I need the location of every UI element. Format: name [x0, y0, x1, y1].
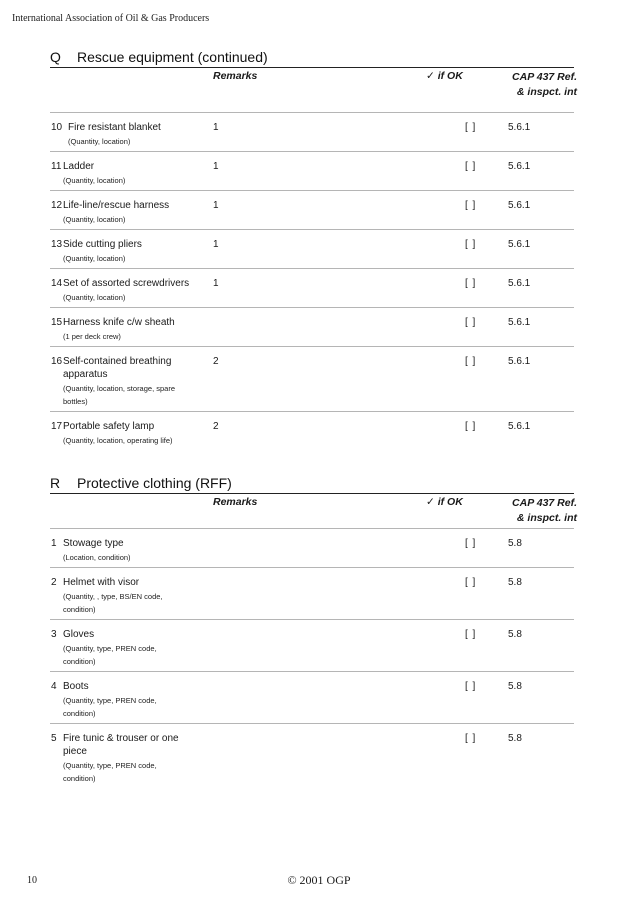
row-number: 4: [51, 681, 57, 692]
row-number: 5: [51, 733, 57, 744]
row-quantity: 1: [213, 161, 219, 172]
row-item: Harness knife c/w sheath: [63, 317, 175, 328]
row-cap-ref: 5.6.1: [508, 200, 531, 211]
row-item: Self-contained breathing apparatus: [63, 356, 172, 380]
row-quantity: 2: [213, 356, 219, 367]
row-item: Gloves: [63, 629, 95, 640]
row-item: Fire tunic & trouser or one piece: [63, 733, 179, 757]
row-description: [63, 680, 183, 720]
row-subtext: (Location, condition): [63, 553, 131, 562]
row-description: [63, 316, 203, 343]
row-subtext: (Quantity, location, storage, spare bottles): [63, 384, 176, 406]
row-checkbox[interactable]: [ ]: [465, 733, 477, 744]
table-row: [50, 411, 574, 452]
row-item: Ladder: [63, 161, 95, 172]
cap-ref-header-line2: & inspct. int: [516, 512, 577, 524]
section-q-heading: Rescue equipment (continued): [77, 49, 268, 65]
row-description: [63, 160, 203, 187]
row-checkbox[interactable]: [ ]: [465, 200, 477, 211]
row-subtext: (Quantity, , type, BS/EN code, condition): [63, 592, 163, 614]
row-checkbox[interactable]: [ ]: [465, 161, 477, 172]
table-row: [50, 151, 574, 190]
row-cap-ref: 5.8: [508, 733, 522, 744]
section-r-heading: Protective clothing (RFF): [77, 475, 232, 491]
page-number: 10: [27, 875, 37, 886]
row-quantity: 1: [213, 239, 219, 250]
section-r: [50, 474, 577, 788]
row-item: Side cutting pliers: [63, 239, 142, 250]
cap-ref-header-line1: CAP 437 Ref.: [512, 497, 577, 509]
row-description: [63, 732, 195, 785]
row-description: [63, 355, 201, 408]
row-description: [63, 420, 213, 447]
row-cap-ref: 5.8: [508, 577, 522, 588]
row-subtext: (Quantity, location): [68, 137, 131, 146]
remarks-header: Remarks: [213, 70, 258, 82]
row-subtext: (Quantity, type, PREN code, condition): [63, 696, 157, 718]
row-subtext: (Quantity, location): [63, 254, 126, 263]
row-cap-ref: 5.8: [508, 629, 522, 640]
if-ok-header: ✓ if OK: [426, 496, 463, 508]
section-r-column-headers: [50, 494, 577, 528]
row-cap-ref: 5.6.1: [508, 239, 531, 250]
row-checkbox[interactable]: [ ]: [465, 577, 477, 588]
section-q-title: [50, 48, 574, 66]
remarks-header: Remarks: [213, 496, 258, 508]
row-number: 13: [51, 239, 63, 250]
row-description: [63, 537, 203, 564]
if-ok-header: ✓ if OK: [426, 70, 463, 82]
row-description: [63, 238, 203, 265]
row-subtext: (Quantity, location, operating life): [63, 436, 173, 445]
table-row: [50, 528, 574, 567]
row-item: Set of assorted screwdrivers: [63, 278, 190, 289]
row-cap-ref: 5.8: [508, 681, 522, 692]
row-number: 10: [51, 122, 63, 133]
table-row: [50, 671, 574, 723]
section-r-letter: R: [50, 475, 61, 491]
row-number: 3: [51, 629, 57, 640]
row-cap-ref: 5.6.1: [508, 421, 531, 432]
row-item: Helmet with visor: [63, 577, 140, 588]
row-checkbox[interactable]: [ ]: [465, 278, 477, 289]
row-checkbox[interactable]: [ ]: [465, 681, 477, 692]
row-description: [63, 277, 213, 304]
row-number: 1: [51, 538, 57, 549]
row-cap-ref: 5.6.1: [508, 317, 531, 328]
row-subtext: (Quantity, type, PREN code, condition): [63, 761, 157, 783]
organization-header: International Association of Oil & Gas Producers: [12, 13, 210, 24]
row-subtext: (Quantity, location): [63, 293, 126, 302]
row-checkbox[interactable]: [ ]: [465, 421, 477, 432]
section-q: [50, 48, 577, 452]
cap-ref-header-line2: & inspct. int: [516, 86, 577, 98]
cap-ref-header: [497, 496, 577, 526]
row-quantity: 1: [213, 200, 219, 211]
row-quantity: 1: [213, 122, 219, 133]
row-checkbox[interactable]: [ ]: [465, 122, 477, 133]
row-cap-ref: 5.6.1: [508, 278, 531, 289]
row-number: 2: [51, 577, 57, 588]
row-description: [63, 576, 193, 616]
row-number: 15: [51, 317, 63, 328]
table-row: [50, 112, 574, 151]
row-number: 14: [51, 278, 63, 289]
row-subtext: (Quantity, location): [63, 215, 126, 224]
table-row: [50, 307, 574, 346]
table-row: [50, 567, 574, 619]
row-number: 17: [51, 421, 63, 432]
row-quantity: 2: [213, 421, 219, 432]
row-cap-ref: 5.8: [508, 538, 522, 549]
table-row: [50, 346, 574, 411]
row-subtext: (Quantity, type, PREN code, condition): [63, 644, 157, 666]
row-number: 16: [51, 356, 63, 367]
row-item: Fire resistant blanket: [68, 122, 161, 133]
row-item: Portable safety lamp: [63, 421, 155, 432]
row-cap-ref: 5.6.1: [508, 161, 531, 172]
section-q-column-headers: [50, 68, 577, 112]
row-item: Boots: [63, 681, 89, 692]
row-checkbox[interactable]: [ ]: [465, 356, 477, 367]
row-number: 12: [51, 200, 63, 211]
section-q-letter: Q: [50, 49, 61, 65]
row-number: 11: [51, 161, 62, 172]
cap-ref-header: [497, 70, 577, 100]
row-cap-ref: 5.6.1: [508, 122, 531, 133]
table-row: [50, 619, 574, 671]
row-quantity: 1: [213, 278, 219, 289]
row-checkbox[interactable]: [ ]: [465, 317, 477, 328]
table-row: [50, 268, 574, 307]
row-checkbox[interactable]: [ ]: [465, 629, 477, 640]
row-checkbox[interactable]: [ ]: [465, 538, 477, 549]
row-subtext: (1 per deck crew): [63, 332, 121, 341]
copyright: © 2001 OGP: [287, 873, 351, 887]
row-subtext: (Quantity, location): [63, 176, 126, 185]
table-row: [50, 190, 574, 229]
row-description: [63, 199, 203, 226]
row-item: Life-line/rescue harness: [63, 200, 170, 211]
row-item: Stowage type: [63, 538, 124, 549]
table-row: [50, 229, 574, 268]
row-checkbox[interactable]: [ ]: [465, 239, 477, 250]
table-row: [50, 723, 574, 788]
row-description: [68, 121, 208, 148]
section-r-title: [50, 474, 574, 492]
row-description: [63, 628, 183, 668]
cap-ref-header-line1: CAP 437 Ref.: [512, 71, 577, 83]
row-cap-ref: 5.6.1: [508, 356, 531, 367]
